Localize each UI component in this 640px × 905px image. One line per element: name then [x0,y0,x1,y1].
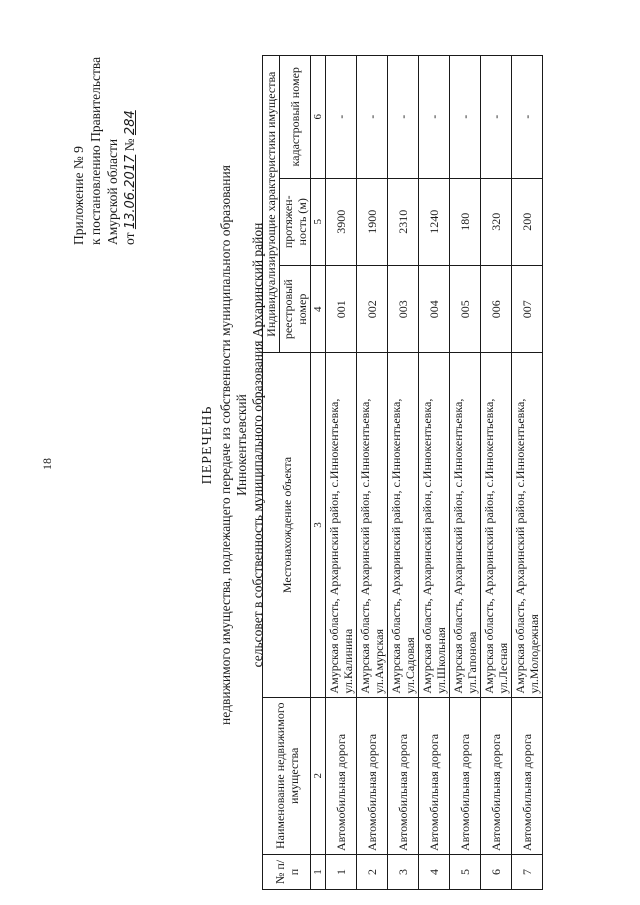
cell-registry: 004 [419,266,450,353]
cell-num: 5 [450,855,481,890]
cell-registry: 002 [357,266,388,353]
cell-registry: 006 [481,266,512,353]
header-num: № п/п [263,855,311,890]
cell-location: Амурская область, Архаринский район, с.Иннокентьевка, ул.Молодежная [512,353,543,697]
table-row [481,56,512,890]
date-prefix: от [122,232,137,245]
header-characteristics: Индивидуализирующие характеристики имущества [263,56,280,353]
table-body [311,56,543,890]
title-line-1: недвижимого имущества, подлежащего передаче из собственности муниципального образования Иннокентьевский [218,165,249,725]
cell-num: 4 [419,855,450,890]
cell-cadastral: - [419,56,450,179]
cell-registry: 001 [326,266,357,353]
column-number: 5 [311,178,326,265]
cell-name: Автомобильная дорога [326,697,357,854]
column-number: 3 [311,353,326,697]
cell-num: 1 [326,855,357,890]
cell-name: Автомобильная дорога [419,697,450,854]
header-name: Наименование недвижимого имущества [263,697,311,854]
header-registry: реестровый номер [280,266,311,353]
header-cadastral: кадастровый номер [280,56,311,179]
property-table [262,55,543,890]
number-prefix: № [122,138,137,152]
column-number: 1 [311,855,326,890]
appendix-region: Амурской области [105,138,120,245]
decree-number: 284 [123,110,138,136]
column-number: 6 [311,56,326,179]
cell-location: Амурская область, Архаринский район, с.Иннокентьевка, ул.Амурская [357,353,388,697]
title-heading: ПЕРЕЧЕНЬ [200,405,215,485]
cell-location: Амурская область, Архаринский район, с.Иннокентьевка, ул.Калинина [326,353,357,697]
appendix-decree: к постановлению Правительства [88,56,103,245]
cell-name: Автомобильная дорога [357,697,388,854]
cell-name: Автомобильная дорога [388,697,419,854]
table-row [512,56,543,890]
cell-name: Автомобильная дорога [450,697,481,854]
cell-length: 180 [450,178,481,265]
appendix-title: Приложение № 9 [71,146,86,245]
cell-name: Автомобильная дорога [481,697,512,854]
table-row [419,56,450,890]
appendix-date-line [121,5,139,245]
title-line-2: сельсовет в собственность муниципального образования Архаринский район [250,222,265,668]
table-row [388,56,419,890]
cell-length: 3900 [326,178,357,265]
cell-registry: 005 [450,266,481,353]
cell-length: 2310 [388,178,419,265]
cell-registry: 003 [388,266,419,353]
cell-cadastral: - [357,56,388,179]
page-number: 18 [40,458,54,470]
cell-location: Амурская область, Архаринский район, с.Иннокентьевка, ул.Лесная [481,353,512,697]
document-title [200,135,266,755]
cell-cadastral: - [450,56,481,179]
cell-location: Амурская область, Архаринский район, с.Иннокентьевка, ул.Гапонова [450,353,481,697]
header-length: протяжен-ность (м) [280,178,311,265]
cell-cadastral: - [512,56,543,179]
cell-registry: 007 [512,266,543,353]
cell-name: Автомобильная дорога [512,697,543,854]
cell-length: 1900 [357,178,388,265]
cell-num: 7 [512,855,543,890]
table-row [357,56,388,890]
cell-length: 1240 [419,178,450,265]
cell-cadastral: - [481,56,512,179]
cell-num: 3 [388,855,419,890]
column-number: 4 [311,266,326,353]
cell-location: Амурская область, Архаринский район, с.Иннокентьевка, ул.Садовая [388,353,419,697]
cell-cadastral: - [388,56,419,179]
header-location: Местонахождение объекта [263,353,311,697]
table-row [326,56,357,890]
table-row [450,56,481,890]
cell-num: 2 [357,855,388,890]
cell-length: 320 [481,178,512,265]
appendix-header [70,5,139,245]
cell-num: 6 [481,855,512,890]
decree-date: 13.06.2017 [123,154,138,230]
cell-cadastral: - [326,56,357,179]
column-number-row [311,56,326,890]
column-number: 2 [311,697,326,854]
cell-location: Амурская область, Архаринский район, с.Иннокентьевка, ул.Школьная [419,353,450,697]
cell-length: 200 [512,178,543,265]
